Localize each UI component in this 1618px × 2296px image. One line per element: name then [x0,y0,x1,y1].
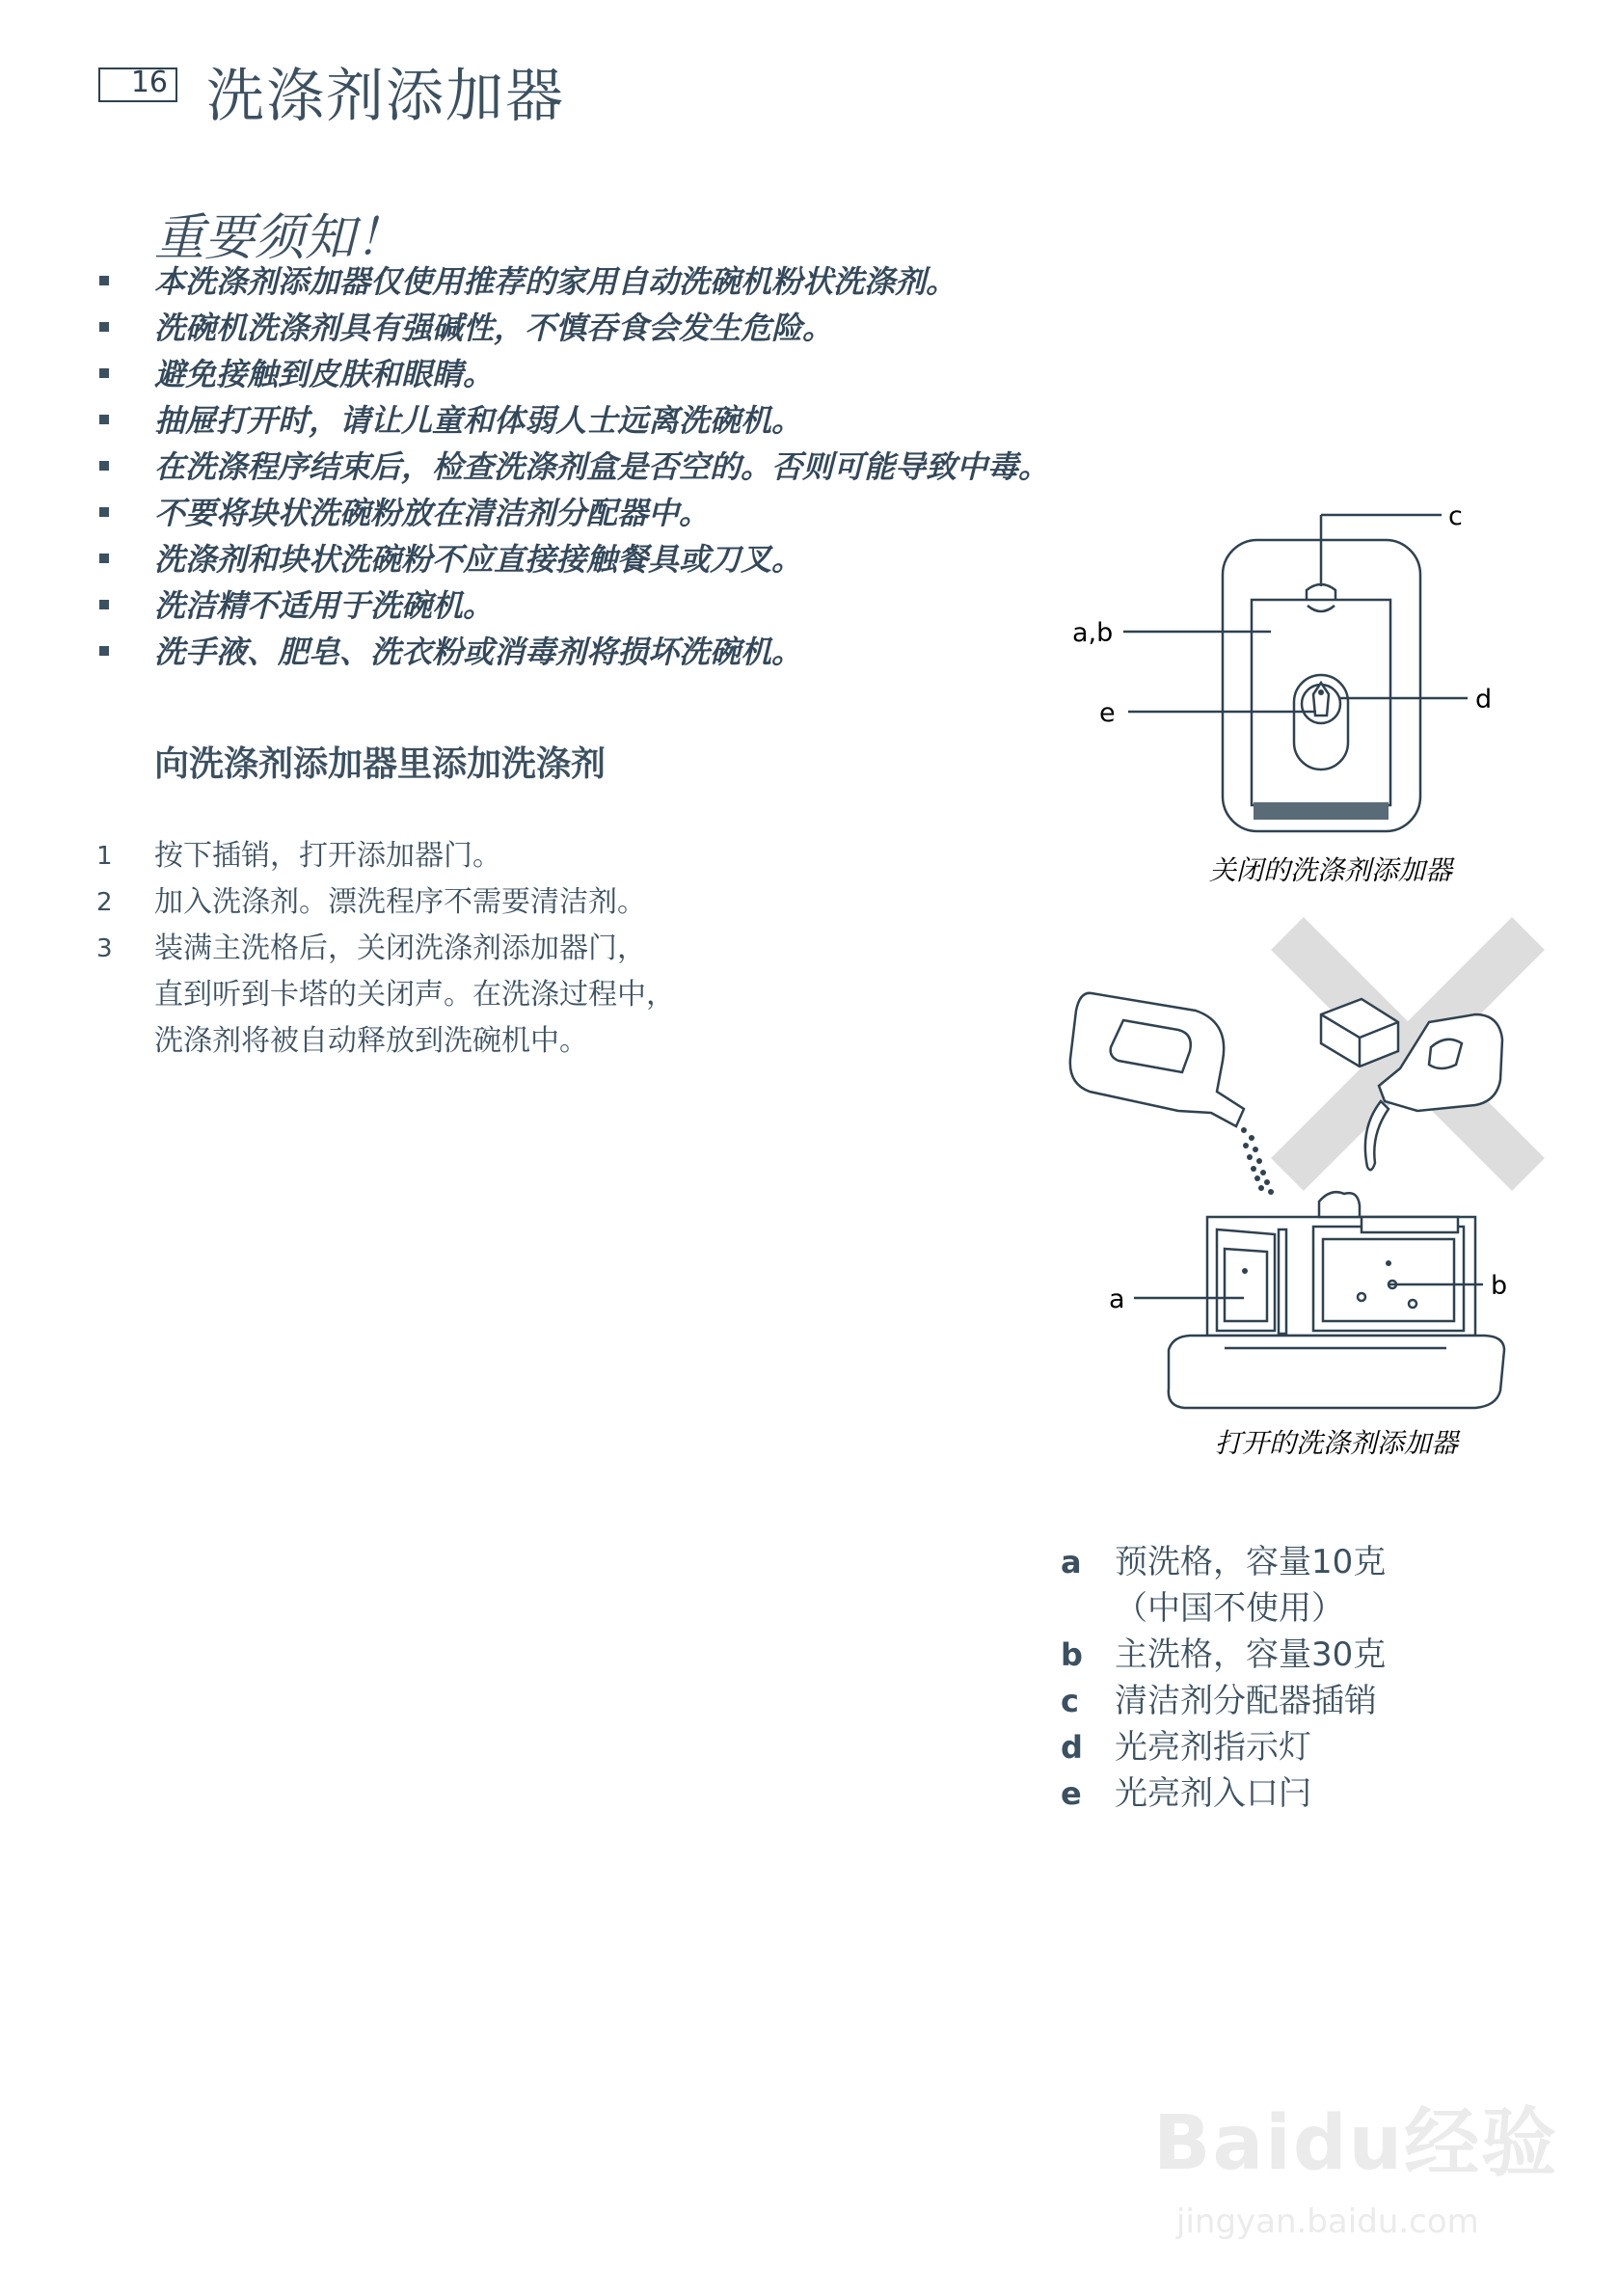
dispenser-back-panel [1207,1217,1475,1336]
warning-item: 避免接触到皮肤和眼睛。 [96,351,1049,397]
legend-key: e [1061,1775,1082,1812]
latch-c-grip [1308,606,1335,611]
warning-item: 洗洁精不适用于洗碗机。 [96,582,1049,629]
legend-text: 光亮剂入口闩 [1115,1774,1311,1813]
warning-item: 洗涤剂和块状洗碗粉不应直接接触餐具或刀叉。 [96,536,1049,582]
label-a: a [1109,1284,1125,1314]
section-heading: 向洗涤剂添加器里添加洗涤剂 [154,744,607,784]
indicator-dot [1318,689,1324,695]
legend-key: d [1061,1729,1083,1766]
warning-item: 不要将块状洗碗粉放在清洁剂分配器中。 [96,490,1049,536]
step-text: 按下插销，打开添加器门。 [154,839,501,873]
dispenser-base-shade [1254,802,1389,820]
legend-text: 预洗格，容量10克 [1115,1543,1387,1581]
page-title: 洗涤剂添加器 [206,63,565,130]
warning-item: 洗手液、肥皂、洗衣粉或消毒剂将损坏洗碗机。 [96,629,1049,675]
closed-dispenser-figure [1123,515,1468,831]
label-e: e [1099,698,1116,728]
open-dispenser-figure [1134,1192,1504,1408]
step-text: 加入洗涤剂。漂洗程序不需要清洁剂。 [154,885,646,919]
legend-text: 清洁剂分配器插销 [1115,1682,1377,1720]
label-b: b [1491,1271,1508,1301]
warning-item: 在洗涤程序结束后，检查洗涤剂盒是否空的。否则可能导致中毒。 [96,444,1049,490]
latch-housing [1319,1192,1360,1217]
legend-text: 光亮剂指示灯 [1115,1728,1311,1767]
label-ab: a,b [1072,618,1114,648]
main-compartment-lid [1362,1217,1458,1232]
legend-text: 主洗格，容量30克 [1115,1635,1387,1674]
watermark-url: jingyan.baidu.com [1176,2202,1479,2241]
legend-key: a [1061,1544,1082,1580]
page-number: 16 [130,66,168,99]
warning-heading: 重要须知！ [154,209,406,267]
caption-open: 打开的洗涤剂添加器 [1214,1427,1459,1459]
warning-item: 抽屉打开时，请让儿童和体弱人士远离洗碗机。 [96,397,1049,444]
step-text: 直到听到卡塔的关闭声。在洗涤过程中， [154,978,675,1012]
caption-closed: 关闭的洗涤剂添加器 [1208,854,1453,886]
powder-stream [1241,1127,1274,1195]
step-text: 装满主洗格后，关闭洗涤剂添加器门， [154,932,646,965]
warning-item: 洗碗机洗涤剂具有强碱性，不慎吞食会发生危险。 [96,305,1049,351]
latch-c [1307,584,1335,600]
step-number: 1 [96,842,113,871]
step-number: 3 [96,934,113,963]
powder-bottle-icon [1070,993,1274,1195]
watermark-logo: Baidu经验 [1153,2100,1559,2187]
legend-text: （中国不使用） [1115,1589,1344,1628]
step-text: 洗涤剂将被自动释放到洗碗机中。 [154,1024,588,1058]
step-number: 2 [96,888,113,917]
compartment-dot [1242,1268,1248,1274]
label-d: d [1475,685,1493,715]
warning-item: 本洗涤剂添加器仅使用推荐的家用自动洗碗机粉状洗涤剂。 [96,258,1049,305]
compartment-dot [1386,1260,1391,1266]
label-c: c [1448,501,1463,531]
legend-key: c [1061,1683,1079,1719]
dispenser-tray-base [1169,1336,1504,1408]
legend-key: b [1061,1636,1083,1673]
